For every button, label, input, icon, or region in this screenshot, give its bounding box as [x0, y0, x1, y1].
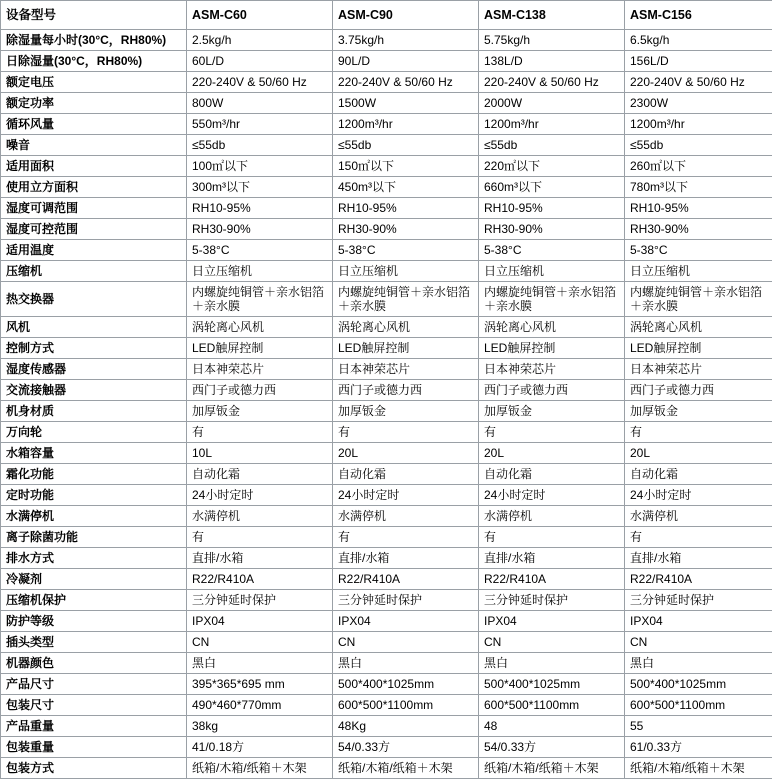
cell-value: 三分钟延时保护 [333, 590, 479, 611]
cell-value: 黑白 [479, 653, 625, 674]
cell-value: 500*400*1025mm [479, 674, 625, 695]
cell-value: 260㎡以下 [625, 156, 772, 177]
cell-value: 220-240V & 50/60 Hz [625, 72, 772, 93]
row-label: 产品尺寸 [1, 674, 187, 695]
cell-value: 日立压缩机 [187, 261, 333, 282]
cell-value: RH30-90% [479, 219, 625, 240]
cell-value: 48 [479, 716, 625, 737]
cell-value: 490*460*770mm [187, 695, 333, 716]
cell-value: 加厚钣金 [479, 401, 625, 422]
table-row [1, 177, 772, 198]
cell-value: 24小时定时 [187, 485, 333, 506]
cell-value: 5-38°C [187, 240, 333, 261]
row-label: 日除湿量(30°C，RH80%) [1, 51, 187, 72]
cell-value: RH30-90% [187, 219, 333, 240]
row-label: 机器颜色 [1, 653, 187, 674]
cell-value: 西门子或德力西 [187, 380, 333, 401]
cell-value: R22/R410A [333, 569, 479, 590]
cell-value: 5-38°C [333, 240, 479, 261]
row-label: 产品重量 [1, 716, 187, 737]
row-label: 定时功能 [1, 485, 187, 506]
cell-value: 1500W [333, 93, 479, 114]
cell-value: 60L/D [187, 51, 333, 72]
cell-value: 10L [187, 443, 333, 464]
cell-value: LED触屏控制 [625, 338, 772, 359]
cell-value: IPX04 [333, 611, 479, 632]
cell-value: 有 [333, 422, 479, 443]
cell-value: 5.75kg/h [479, 30, 625, 51]
cell-value: ≤55db [187, 135, 333, 156]
cell-value: 自动化霜 [625, 464, 772, 485]
row-label: 额定电压 [1, 72, 187, 93]
table-row [1, 359, 772, 380]
cell-value: 54/0.33方 [333, 737, 479, 758]
cell-value: 三分钟延时保护 [187, 590, 333, 611]
cell-value: 24小时定时 [625, 485, 772, 506]
cell-value: 38kg [187, 716, 333, 737]
cell-value: 1200m³/hr [479, 114, 625, 135]
row-label: 包装尺寸 [1, 695, 187, 716]
cell-value: LED触屏控制 [187, 338, 333, 359]
cell-value: R22/R410A [625, 569, 772, 590]
table-row [1, 569, 772, 590]
row-label: 机身材质 [1, 401, 187, 422]
table-row [1, 380, 772, 401]
column-header-asm-c138: ASM-C138 [479, 1, 625, 30]
table-row [1, 422, 772, 443]
cell-value: 3.75kg/h [333, 30, 479, 51]
cell-value: 220-240V & 50/60 Hz [479, 72, 625, 93]
cell-value: RH10-95% [187, 198, 333, 219]
table-row [1, 30, 772, 51]
row-label: 压缩机保护 [1, 590, 187, 611]
table-row [1, 135, 772, 156]
cell-value: RH30-90% [333, 219, 479, 240]
cell-value: 800W [187, 93, 333, 114]
cell-value: 1200m³/hr [625, 114, 772, 135]
cell-value: 660m³以下 [479, 177, 625, 198]
cell-value: ≤55db [625, 135, 772, 156]
table-row [1, 632, 772, 653]
row-label: 额定功率 [1, 93, 187, 114]
table-row [1, 464, 772, 485]
cell-value: 三分钟延时保护 [625, 590, 772, 611]
row-label: 使用立方面积 [1, 177, 187, 198]
cell-value: 加厚钣金 [333, 401, 479, 422]
row-label: 压缩机 [1, 261, 187, 282]
cell-value: 220㎡以下 [479, 156, 625, 177]
row-label: 插头类型 [1, 632, 187, 653]
cell-value: 600*500*1100mm [333, 695, 479, 716]
cell-value: 加厚钣金 [187, 401, 333, 422]
cell-value: LED触屏控制 [479, 338, 625, 359]
row-label: 水满停机 [1, 506, 187, 527]
row-label: 适用面积 [1, 156, 187, 177]
cell-value: 涡轮离心风机 [187, 317, 333, 338]
cell-value: CN [625, 632, 772, 653]
cell-value: 20L [625, 443, 772, 464]
cell-value: R22/R410A [479, 569, 625, 590]
cell-value: 600*500*1100mm [625, 695, 772, 716]
cell-value: 直排/水箱 [187, 548, 333, 569]
table-row [1, 317, 772, 338]
cell-value: 内螺旋纯铜管＋亲水铝箔＋亲水膜 [625, 282, 772, 317]
table-row [1, 338, 772, 359]
cell-value: 有 [625, 527, 772, 548]
table-row [1, 401, 772, 422]
cell-value: 有 [187, 422, 333, 443]
cell-value: 自动化霜 [333, 464, 479, 485]
cell-value: 24小时定时 [333, 485, 479, 506]
cell-value: RH30-90% [625, 219, 772, 240]
cell-value: IPX04 [625, 611, 772, 632]
cell-value: 20L [479, 443, 625, 464]
cell-value: 西门子或德力西 [625, 380, 772, 401]
cell-value: 日本神荣芯片 [479, 359, 625, 380]
cell-value: 日本神荣芯片 [187, 359, 333, 380]
table-row [1, 695, 772, 716]
cell-value: 220-240V & 50/60 Hz [333, 72, 479, 93]
cell-value: 加厚钣金 [625, 401, 772, 422]
cell-value: 内螺旋纯铜管＋亲水铝箔＋亲水膜 [333, 282, 479, 317]
cell-value: 61/0.33方 [625, 737, 772, 758]
cell-value: 有 [333, 527, 479, 548]
cell-value: 156L/D [625, 51, 772, 72]
cell-value: 395*365*695 mm [187, 674, 333, 695]
cell-value: 2000W [479, 93, 625, 114]
row-label: 风机 [1, 317, 187, 338]
row-label: 控制方式 [1, 338, 187, 359]
cell-value: 水满停机 [479, 506, 625, 527]
table-body [1, 30, 772, 779]
cell-value: 涡轮离心风机 [479, 317, 625, 338]
cell-value: 54/0.33方 [479, 737, 625, 758]
cell-value: 自动化霜 [187, 464, 333, 485]
cell-value: 日立压缩机 [625, 261, 772, 282]
row-label: 防护等级 [1, 611, 187, 632]
cell-value: 直排/水箱 [479, 548, 625, 569]
cell-value: 600*500*1100mm [479, 695, 625, 716]
table-row [1, 219, 772, 240]
row-label: 冷凝剂 [1, 569, 187, 590]
cell-value: IPX04 [187, 611, 333, 632]
row-label: 排水方式 [1, 548, 187, 569]
cell-value: ≤55db [479, 135, 625, 156]
column-header-asm-c90: ASM-C90 [333, 1, 479, 30]
cell-value: 780m³以下 [625, 177, 772, 198]
cell-value: 纸箱/木箱/纸箱＋木架 [333, 758, 479, 779]
cell-value: 日立压缩机 [333, 261, 479, 282]
cell-value: 450m³以下 [333, 177, 479, 198]
cell-value: 55 [625, 716, 772, 737]
cell-value: 1200m³/hr [333, 114, 479, 135]
row-label: 适用温度 [1, 240, 187, 261]
table-row [1, 261, 772, 282]
cell-value: RH10-95% [625, 198, 772, 219]
column-header-model-label: 设备型号 [1, 1, 187, 30]
table-row [1, 674, 772, 695]
cell-value: 100㎡以下 [187, 156, 333, 177]
row-label: 包装重量 [1, 737, 187, 758]
row-label: 热交换器 [1, 282, 187, 317]
table-row [1, 198, 772, 219]
table-row [1, 527, 772, 548]
table-row [1, 443, 772, 464]
table-row [1, 716, 772, 737]
cell-value: 直排/水箱 [625, 548, 772, 569]
table-row [1, 240, 772, 261]
row-label: 湿度传感器 [1, 359, 187, 380]
cell-value: 内螺旋纯铜管＋亲水铝箔＋亲水膜 [479, 282, 625, 317]
table-header-row [1, 1, 772, 30]
table-row [1, 72, 772, 93]
cell-value: 20L [333, 443, 479, 464]
cell-value: 138L/D [479, 51, 625, 72]
cell-value: LED触屏控制 [333, 338, 479, 359]
cell-value: CN [187, 632, 333, 653]
cell-value: 500*400*1025mm [333, 674, 479, 695]
cell-value: 300m³以下 [187, 177, 333, 198]
cell-value: 三分钟延时保护 [479, 590, 625, 611]
cell-value: 日本神荣芯片 [625, 359, 772, 380]
cell-value: 水满停机 [625, 506, 772, 527]
cell-value: 150㎡以下 [333, 156, 479, 177]
cell-value: 日本神荣芯片 [333, 359, 479, 380]
cell-value: 直排/水箱 [333, 548, 479, 569]
table-row [1, 590, 772, 611]
cell-value: 6.5kg/h [625, 30, 772, 51]
table-row [1, 282, 772, 317]
table-row [1, 737, 772, 758]
row-label: 离子除菌功能 [1, 527, 187, 548]
cell-value: 有 [479, 527, 625, 548]
cell-value: RH10-95% [479, 198, 625, 219]
cell-value: 纸箱/木箱/纸箱＋木架 [187, 758, 333, 779]
cell-value: 黑白 [333, 653, 479, 674]
column-header-asm-c60: ASM-C60 [187, 1, 333, 30]
cell-value: 日立压缩机 [479, 261, 625, 282]
cell-value: ≤55db [333, 135, 479, 156]
row-label: 交流接触器 [1, 380, 187, 401]
cell-value: 2.5kg/h [187, 30, 333, 51]
row-label: 霜化功能 [1, 464, 187, 485]
row-label: 循环风量 [1, 114, 187, 135]
cell-value: 涡轮离心风机 [333, 317, 479, 338]
cell-value: 涡轮离心风机 [625, 317, 772, 338]
column-header-asm-c156: ASM-C156 [625, 1, 772, 30]
cell-value: 500*400*1025mm [625, 674, 772, 695]
table-row [1, 548, 772, 569]
table-row [1, 611, 772, 632]
cell-value: CN [479, 632, 625, 653]
table-row [1, 93, 772, 114]
table-row [1, 485, 772, 506]
row-label: 噪音 [1, 135, 187, 156]
cell-value: CN [333, 632, 479, 653]
cell-value: 纸箱/木箱/纸箱＋木架 [625, 758, 772, 779]
cell-value: 黑白 [625, 653, 772, 674]
cell-value: 有 [479, 422, 625, 443]
table-row [1, 156, 772, 177]
row-label: 万向轮 [1, 422, 187, 443]
table-row [1, 653, 772, 674]
row-label: 湿度可控范围 [1, 219, 187, 240]
cell-value: 2300W [625, 93, 772, 114]
cell-value: 内螺旋纯铜管＋亲水铝箔＋亲水膜 [187, 282, 333, 317]
cell-value: 纸箱/木箱/纸箱＋木架 [479, 758, 625, 779]
cell-value: 48Kg [333, 716, 479, 737]
table-row [1, 51, 772, 72]
cell-value: 5-38°C [479, 240, 625, 261]
cell-value: 西门子或德力西 [333, 380, 479, 401]
cell-value: 黑白 [187, 653, 333, 674]
cell-value: 水满停机 [333, 506, 479, 527]
cell-value: 41/0.18方 [187, 737, 333, 758]
cell-value: RH10-95% [333, 198, 479, 219]
cell-value: 90L/D [333, 51, 479, 72]
cell-value: 550m³/hr [187, 114, 333, 135]
table-row [1, 506, 772, 527]
cell-value: 5-38°C [625, 240, 772, 261]
cell-value: 有 [625, 422, 772, 443]
table-row [1, 758, 772, 779]
cell-value: 220-240V & 50/60 Hz [187, 72, 333, 93]
cell-value: R22/R410A [187, 569, 333, 590]
row-label: 除湿量每小时(30°C，RH80%) [1, 30, 187, 51]
cell-value: IPX04 [479, 611, 625, 632]
cell-value: 有 [187, 527, 333, 548]
cell-value: 西门子或德力西 [479, 380, 625, 401]
cell-value: 水满停机 [187, 506, 333, 527]
row-label: 湿度可调范围 [1, 198, 187, 219]
table-row [1, 114, 772, 135]
row-label: 包装方式 [1, 758, 187, 779]
cell-value: 自动化霜 [479, 464, 625, 485]
row-label: 水箱容量 [1, 443, 187, 464]
cell-value: 24小时定时 [479, 485, 625, 506]
